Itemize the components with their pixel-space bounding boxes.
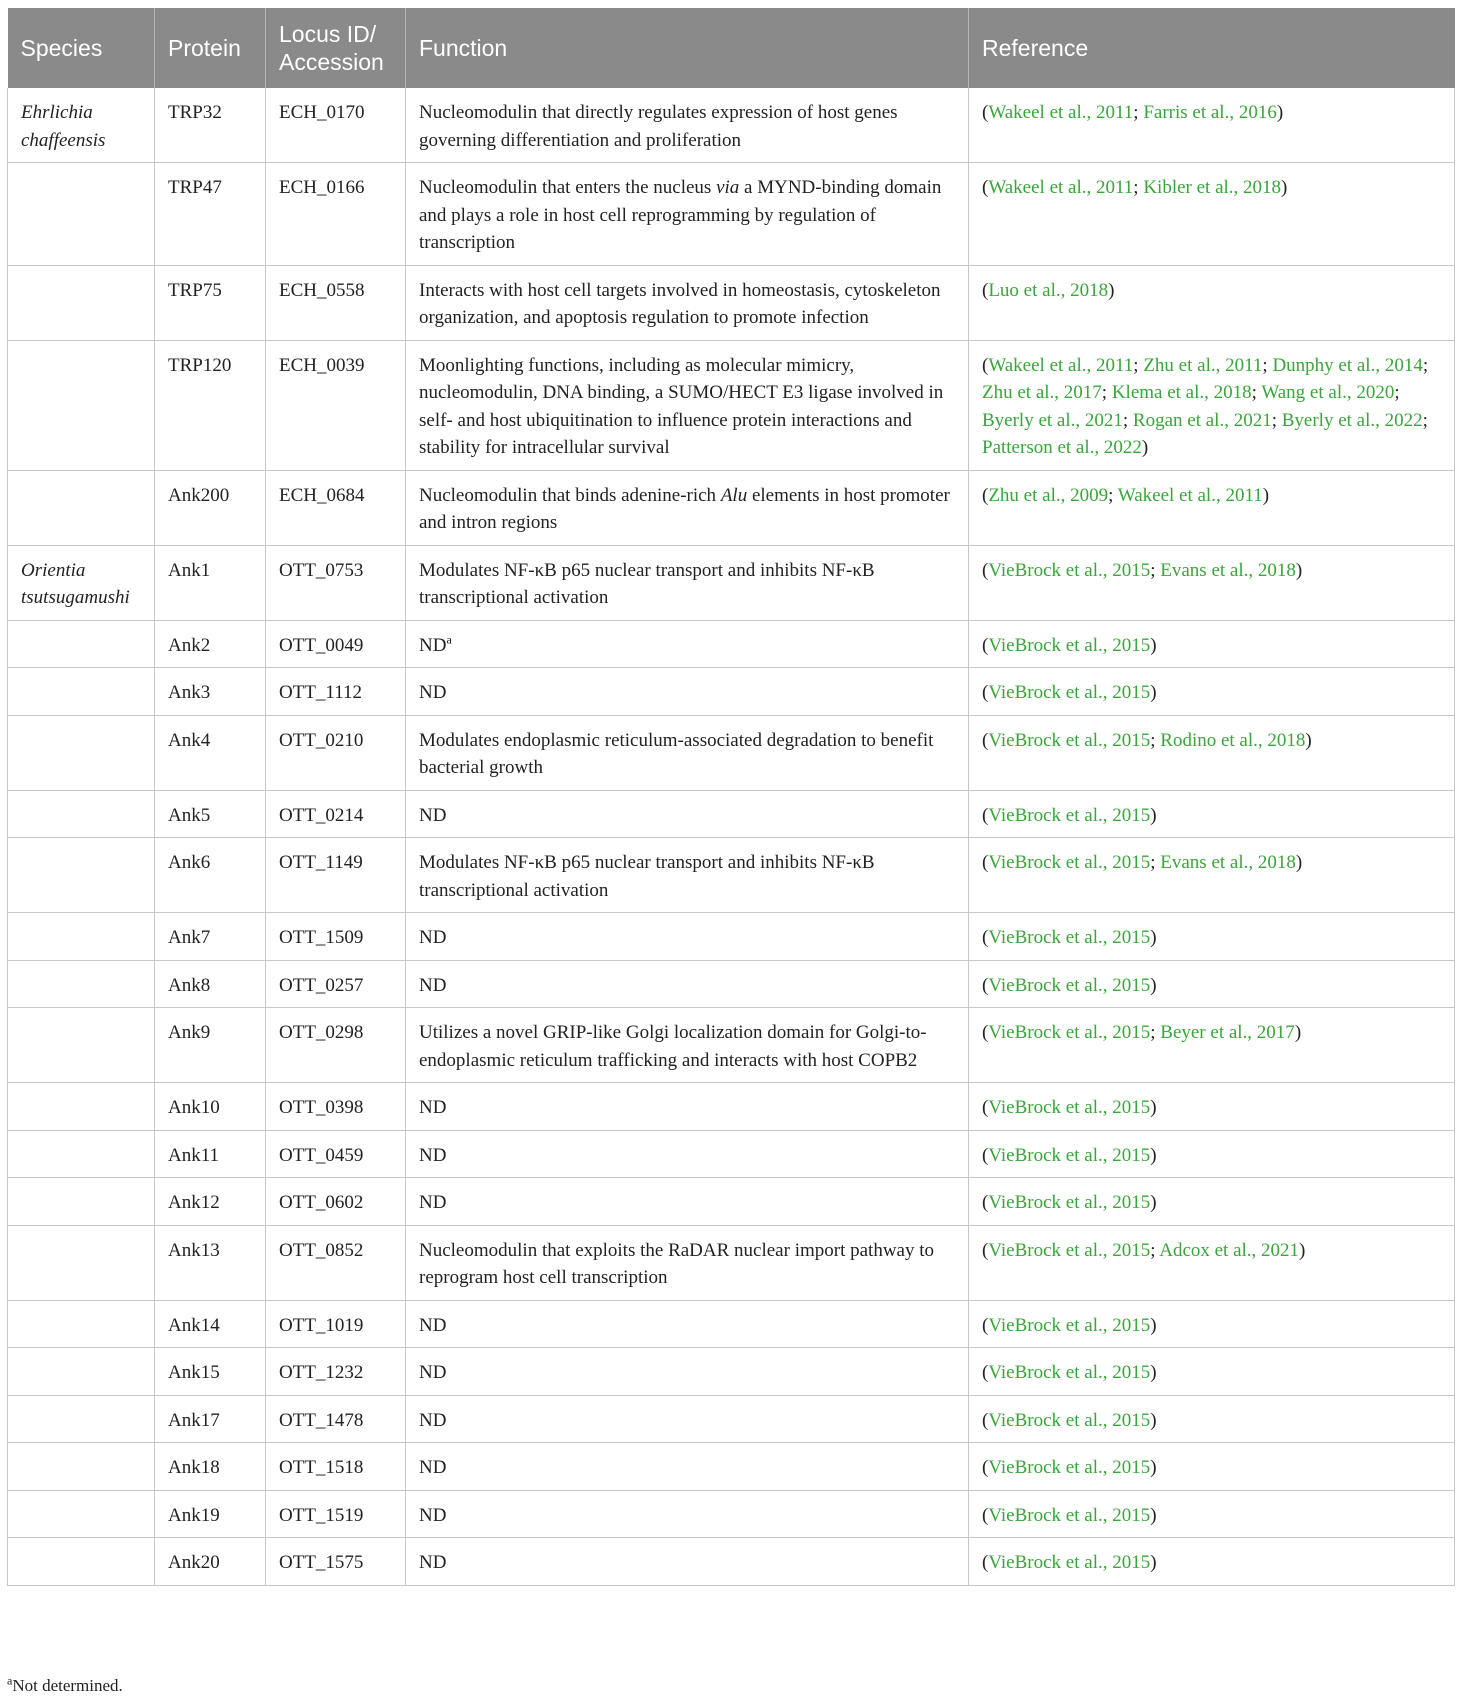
cell-function [406, 1490, 969, 1538]
ref-open-paren: ( [982, 634, 989, 656]
ref-close-paren: ) [1276, 102, 1284, 123]
header-function: Function [406, 8, 969, 88]
reference-link[interactable]: Byerly et al., 2021 [982, 409, 1123, 431]
cell-reference [969, 1008, 1455, 1083]
cell-locus: OTT_0602 [266, 1178, 406, 1226]
cell-locus: ECH_0558 [266, 265, 406, 340]
table-row [8, 88, 1455, 163]
ref-open-paren: ( [982, 279, 989, 301]
ref-close-paren: ) [1150, 1552, 1157, 1573]
cell-protein: Ank15 [155, 1348, 266, 1396]
function-text: elements in host promoter and intron regions [419, 484, 950, 533]
reference-link[interactable]: Dunphy et al., 2014 [1272, 354, 1423, 376]
ref-close-paren: ) [1150, 1504, 1157, 1526]
cell-locus: ECH_0170 [266, 88, 406, 163]
reference-link[interactable]: VieBrock et al., 2015 [988, 634, 1151, 656]
cell-function [406, 1348, 969, 1396]
function-text: ND [419, 1504, 447, 1526]
cell-function [406, 715, 969, 790]
cell-reference [969, 1443, 1455, 1491]
cell-species [8, 1443, 155, 1491]
ref-separator: ; [1133, 102, 1144, 123]
cell-protein: TRP32 [155, 88, 266, 163]
cell-species [8, 838, 155, 913]
function-text: ND [419, 1362, 447, 1383]
ref-separator: ; [1108, 484, 1118, 506]
cell-function [406, 960, 969, 1008]
ref-separator: ; [1150, 729, 1161, 751]
ref-close-paren: ) [1295, 852, 1303, 873]
function-text: Alu [720, 484, 748, 506]
reference-link[interactable]: Zhu et al., 2009 [988, 484, 1109, 506]
cell-protein: Ank3 [155, 668, 266, 716]
table-container [7, 8, 1454, 1586]
cell-protein: Ank10 [155, 1083, 266, 1131]
reference-link[interactable]: VieBrock et al., 2015 [988, 1144, 1151, 1166]
footnote-marker: a [446, 632, 452, 647]
function-text: ND [419, 1409, 447, 1431]
table-row [8, 1443, 1455, 1491]
cell-function [406, 1178, 969, 1226]
ref-open-paren: ( [982, 1144, 989, 1166]
ref-open-paren: ( [982, 484, 989, 506]
ref-open-paren: ( [982, 729, 989, 751]
table-row [8, 163, 1455, 266]
function-text: ND [419, 1457, 447, 1478]
cell-locus: OTT_0298 [266, 1008, 406, 1083]
cell-locus: OTT_1519 [266, 1490, 406, 1538]
cell-reference [969, 1395, 1455, 1443]
cell-reference [969, 265, 1455, 340]
function-text: ND [419, 1144, 447, 1166]
footnote-mark: a [7, 1673, 13, 1688]
cell-reference [969, 470, 1455, 545]
cell-function [406, 88, 969, 163]
cell-reference [969, 340, 1455, 470]
ref-open-paren: ( [982, 1409, 989, 1431]
reference-link[interactable]: Wakeel et al., 2011 [988, 354, 1134, 376]
function-text: Moonlighting functions, including as molecular mimicry, nucleomodulin, DNA binding, a SUMO/HECT E3 ligase involved in self- and host ubiquitination to influence protein interactions and stability for intracellular survival [419, 354, 944, 458]
ref-separator: ; [1394, 382, 1400, 403]
cell-function [406, 1083, 969, 1131]
cell-locus: OTT_0459 [266, 1130, 406, 1178]
cell-locus: OTT_0257 [266, 960, 406, 1008]
header-reference: Reference [969, 8, 1455, 88]
ref-open-paren: ( [982, 1504, 989, 1526]
cell-protein: TRP120 [155, 340, 266, 470]
reference-link[interactable]: VieBrock et al., 2015 [988, 852, 1151, 873]
table-row [8, 960, 1455, 1008]
cell-locus: OTT_0398 [266, 1083, 406, 1131]
function-text: Modulates NF-κB p65 nuclear transport and inhibits NF-κB transcriptional activation [419, 852, 875, 901]
table-body [8, 88, 1455, 1585]
cell-reference [969, 545, 1455, 620]
ref-close-paren: ) [1262, 484, 1270, 506]
reference-link[interactable]: VieBrock et al., 2015 [988, 974, 1151, 996]
reference-link[interactable]: Adcox et al., 2021 [1159, 1239, 1300, 1261]
header-locus: Locus ID/ Accession [266, 8, 406, 88]
cell-protein: Ank12 [155, 1178, 266, 1226]
cell-function [406, 1443, 969, 1491]
table-row [8, 790, 1455, 838]
cell-protein: Ank19 [155, 1490, 266, 1538]
reference-link[interactable]: VieBrock et al., 2015 [988, 729, 1151, 751]
table-row [8, 470, 1455, 545]
ref-close-paren: ) [1150, 1362, 1157, 1383]
ref-open-paren: ( [982, 974, 989, 996]
ref-open-paren: ( [982, 1192, 989, 1213]
cell-reference [969, 1130, 1455, 1178]
function-text: Nucleomodulin that directly regulates expression of host genes governing differentiation and proliferation [419, 102, 898, 151]
cell-function [406, 545, 969, 620]
cell-function [406, 1225, 969, 1300]
table-row [8, 1348, 1455, 1396]
cell-function [406, 1395, 969, 1443]
function-text: ND [419, 974, 447, 996]
cell-reference [969, 790, 1455, 838]
cell-reference [969, 1083, 1455, 1131]
table-row [8, 1395, 1455, 1443]
cell-reference [969, 1300, 1455, 1348]
function-text: ND [419, 1097, 447, 1118]
cell-reference [969, 163, 1455, 266]
ref-open-paren: ( [982, 1097, 989, 1118]
ref-open-paren: ( [982, 682, 989, 703]
reference-link[interactable]: Beyer et al., 2017 [1160, 1022, 1295, 1043]
cell-reference [969, 913, 1455, 961]
function-text: via [716, 177, 740, 198]
cell-reference [969, 88, 1455, 163]
cell-reference [969, 1538, 1455, 1586]
cell-protein: Ank20 [155, 1538, 266, 1586]
table-row [8, 668, 1455, 716]
cell-function [406, 470, 969, 545]
table-row [8, 913, 1455, 961]
cell-protein: Ank9 [155, 1008, 266, 1083]
header-row [8, 8, 1455, 88]
ref-close-paren: ) [1150, 1192, 1157, 1213]
reference-link[interactable]: VieBrock et al., 2015 [988, 1192, 1151, 1213]
cell-species [8, 1130, 155, 1178]
cell-species [8, 960, 155, 1008]
cell-protein: TRP47 [155, 163, 266, 266]
reference-link[interactable]: VieBrock et al., 2015 [988, 1239, 1151, 1261]
reference-link[interactable]: Wakeel et al., 2011 [988, 177, 1134, 198]
reference-link[interactable]: Klema et al., 2018 [1111, 382, 1252, 403]
reference-link[interactable]: VieBrock et al., 2015 [988, 804, 1151, 826]
cell-function [406, 1300, 969, 1348]
table-row [8, 1225, 1455, 1300]
cell-reference [969, 715, 1455, 790]
function-text: Interacts with host cell targets involved in homeostasis, cytoskeleton organization, and apoptosis regulation to promote infection [419, 279, 941, 328]
reference-link[interactable]: Rodino et al., 2018 [1160, 729, 1306, 751]
cell-function [406, 265, 969, 340]
cell-species [8, 620, 155, 668]
function-text: a MYND-binding domain and plays a role in host cell reprogramming by regulation of transcription [419, 177, 942, 253]
cell-reference [969, 1490, 1455, 1538]
cell-reference [969, 620, 1455, 668]
table-row [8, 620, 1455, 668]
ref-open-paren: ( [982, 1552, 989, 1573]
cell-species [8, 1178, 155, 1226]
ref-close-paren: ) [1305, 729, 1312, 751]
ref-close-paren: ) [1150, 974, 1157, 996]
reference-link[interactable]: Byerly et al., 2022 [1281, 409, 1423, 431]
cell-protein: Ank8 [155, 960, 266, 1008]
cell-function [406, 620, 969, 668]
ref-open-paren: ( [982, 1457, 989, 1478]
cell-protein: Ank17 [155, 1395, 266, 1443]
function-text: ND [419, 804, 447, 826]
cell-locus: OTT_1149 [266, 838, 406, 913]
cell-locus: OTT_1112 [266, 668, 406, 716]
cell-species [8, 1300, 155, 1348]
function-text: ND [419, 1192, 447, 1213]
reference-link[interactable]: VieBrock et al., 2015 [988, 1552, 1151, 1573]
cell-protein: Ank6 [155, 838, 266, 913]
footnote [7, 1673, 123, 1696]
ref-open-paren: ( [982, 354, 989, 376]
cell-protein: Ank13 [155, 1225, 266, 1300]
ref-close-paren: ) [1299, 1239, 1306, 1261]
reference-link[interactable]: VieBrock et al., 2015 [988, 682, 1151, 703]
ref-close-paren: ) [1150, 804, 1157, 826]
ref-open-paren: ( [982, 1239, 989, 1261]
reference-link[interactable]: Wang et al., 2020 [1261, 382, 1395, 403]
ref-open-paren: ( [982, 927, 989, 948]
reference-link[interactable]: VieBrock et al., 2015 [988, 559, 1151, 581]
cell-function [406, 1130, 969, 1178]
table-row [8, 715, 1455, 790]
cell-species [8, 1348, 155, 1396]
ref-close-paren: ) [1281, 177, 1288, 198]
ref-separator: ; [1101, 382, 1112, 403]
function-text: ND [419, 682, 447, 703]
cell-reference [969, 1348, 1455, 1396]
reference-link[interactable]: Kibler et al., 2018 [1143, 177, 1282, 198]
cell-protein: Ank5 [155, 790, 266, 838]
ref-separator: ; [1133, 177, 1144, 198]
ref-open-paren: ( [982, 102, 989, 123]
table-header [8, 8, 1455, 88]
ref-close-paren: ) [1150, 634, 1157, 656]
cell-protein: Ank200 [155, 470, 266, 545]
reference-link[interactable]: Evans et al., 2018 [1160, 852, 1296, 873]
cell-species [8, 1395, 155, 1443]
cell-protein: Ank11 [155, 1130, 266, 1178]
cell-locus: OTT_1019 [266, 1300, 406, 1348]
cell-function [406, 340, 969, 470]
cell-protein: Ank18 [155, 1443, 266, 1491]
cell-species: Orientia tsutsugamushi [8, 545, 155, 620]
cell-species [8, 265, 155, 340]
cell-species [8, 790, 155, 838]
ref-close-paren: ) [1150, 1457, 1157, 1478]
ref-separator: ; [1150, 1022, 1161, 1043]
ref-open-paren: ( [982, 1314, 989, 1336]
data-table [7, 8, 1455, 1586]
ref-separator: ; [1122, 409, 1133, 431]
cell-locus: OTT_1509 [266, 913, 406, 961]
ref-open-paren: ( [982, 559, 989, 581]
cell-locus: ECH_0166 [266, 163, 406, 266]
table-row [8, 1083, 1455, 1131]
cell-locus: OTT_0852 [266, 1225, 406, 1300]
ref-open-paren: ( [982, 1022, 989, 1043]
reference-link[interactable]: VieBrock et al., 2015 [988, 927, 1151, 948]
cell-species [8, 1538, 155, 1586]
reference-link[interactable]: Luo et al., 2018 [988, 279, 1109, 301]
cell-locus: OTT_0214 [266, 790, 406, 838]
ref-open-paren: ( [982, 804, 989, 826]
cell-species [8, 1490, 155, 1538]
ref-separator: ; [1133, 354, 1144, 376]
reference-link[interactable]: Wakeel et al., 2011 [1117, 484, 1263, 506]
function-text: ND [419, 1552, 447, 1573]
function-text: Modulates NF-κB p65 nuclear transport and inhibits NF-κB transcriptional activation [419, 559, 875, 608]
cell-species [8, 1083, 155, 1131]
cell-species [8, 340, 155, 470]
cell-protein: TRP75 [155, 265, 266, 340]
ref-close-paren: ) [1150, 1409, 1157, 1431]
cell-species [8, 1225, 155, 1300]
ref-close-paren: ) [1295, 559, 1303, 581]
ref-close-paren: ) [1141, 437, 1149, 458]
cell-function [406, 668, 969, 716]
ref-separator: ; [1422, 409, 1428, 431]
function-text: ND [419, 1314, 447, 1336]
table-row [8, 1300, 1455, 1348]
ref-close-paren: ) [1150, 927, 1157, 948]
cell-locus: OTT_0049 [266, 620, 406, 668]
cell-function [406, 1008, 969, 1083]
cell-locus: OTT_1232 [266, 1348, 406, 1396]
ref-separator: ; [1251, 382, 1262, 403]
function-text: Utilizes a novel GRIP-like Golgi localization domain for Golgi-to-endoplasmic reticulum trafficking and interacts with host COPB2 [419, 1022, 927, 1071]
reference-link[interactable]: Patterson et al., 2022 [982, 437, 1142, 458]
cell-function [406, 790, 969, 838]
cell-locus: OTT_0210 [266, 715, 406, 790]
cell-reference [969, 960, 1455, 1008]
ref-separator: ; [1150, 1239, 1160, 1261]
cell-locus: ECH_0684 [266, 470, 406, 545]
reference-link[interactable]: Zhu et al., 2017 [982, 382, 1102, 403]
cell-locus: ECH_0039 [266, 340, 406, 470]
ref-close-paren: ) [1294, 1022, 1302, 1043]
cell-locus: OTT_1478 [266, 1395, 406, 1443]
reference-link[interactable]: VieBrock et al., 2015 [988, 1362, 1151, 1383]
header-protein: Protein [155, 8, 266, 88]
reference-link[interactable]: VieBrock et al., 2015 [988, 1409, 1151, 1431]
cell-function [406, 1538, 969, 1586]
ref-close-paren: ) [1150, 682, 1157, 703]
reference-link[interactable]: VieBrock et al., 2015 [988, 1314, 1151, 1336]
cell-reference [969, 838, 1455, 913]
cell-protein: Ank4 [155, 715, 266, 790]
cell-protein: Ank1 [155, 545, 266, 620]
table-row [8, 838, 1455, 913]
table-row [8, 340, 1455, 470]
cell-locus: OTT_1575 [266, 1538, 406, 1586]
function-text: Nucleomodulin that exploits the RaDAR nuclear import pathway to reprogram host cell transcription [419, 1239, 935, 1288]
reference-link[interactable]: VieBrock et al., 2015 [988, 1097, 1151, 1118]
cell-protein: Ank7 [155, 913, 266, 961]
cell-species [8, 668, 155, 716]
ref-open-paren: ( [982, 852, 989, 873]
header-species: Species [8, 8, 155, 88]
function-text: ND [419, 634, 447, 656]
cell-protein: Ank2 [155, 620, 266, 668]
footnote-text: Not determined. [12, 1676, 123, 1695]
ref-separator: ; [1271, 409, 1282, 431]
cell-species [8, 163, 155, 266]
function-text: Nucleomodulin that enters the nucleus [419, 177, 717, 198]
ref-close-paren: ) [1150, 1314, 1157, 1336]
cell-reference [969, 1225, 1455, 1300]
table-row [8, 1178, 1455, 1226]
cell-function [406, 913, 969, 961]
cell-species [8, 1008, 155, 1083]
reference-link[interactable]: Farris et al., 2016 [1143, 102, 1277, 123]
cell-species [8, 470, 155, 545]
cell-species [8, 715, 155, 790]
reference-link[interactable]: Wakeel et al., 2011 [988, 102, 1134, 123]
ref-close-paren: ) [1150, 1097, 1157, 1118]
ref-separator: ; [1150, 559, 1161, 581]
ref-open-paren: ( [982, 177, 989, 198]
reference-link[interactable]: VieBrock et al., 2015 [988, 1022, 1151, 1043]
table-row [8, 1490, 1455, 1538]
cell-species: Ehrlichia chaffeensis [8, 88, 155, 163]
ref-separator: ; [1422, 354, 1429, 376]
cell-protein: Ank14 [155, 1300, 266, 1348]
cell-reference [969, 1178, 1455, 1226]
reference-link[interactable]: Zhu et al., 2011 [1143, 354, 1263, 376]
table-row [8, 1008, 1455, 1083]
reference-link[interactable]: Rogan et al., 2021 [1132, 409, 1272, 431]
table-row [8, 545, 1455, 620]
ref-separator: ; [1262, 354, 1273, 376]
cell-locus: OTT_1518 [266, 1443, 406, 1491]
cell-species [8, 913, 155, 961]
cell-function [406, 838, 969, 913]
function-text: Nucleomodulin that binds adenine-rich [419, 484, 721, 506]
cell-locus: OTT_0753 [266, 545, 406, 620]
ref-separator: ; [1150, 852, 1161, 873]
ref-close-paren: ) [1150, 1144, 1157, 1166]
ref-close-paren: ) [1108, 279, 1115, 301]
reference-link[interactable]: Evans et al., 2018 [1160, 559, 1296, 581]
cell-function [406, 163, 969, 266]
function-text: ND [419, 927, 447, 948]
ref-open-paren: ( [982, 1362, 989, 1383]
function-text: Modulates endoplasmic reticulum-associated degradation to benefit bacterial growth [419, 729, 934, 778]
table-row [8, 265, 1455, 340]
reference-link[interactable]: VieBrock et al., 2015 [988, 1457, 1151, 1478]
table-row [8, 1538, 1455, 1586]
reference-link[interactable]: VieBrock et al., 2015 [988, 1504, 1151, 1526]
table-row [8, 1130, 1455, 1178]
cell-reference [969, 668, 1455, 716]
